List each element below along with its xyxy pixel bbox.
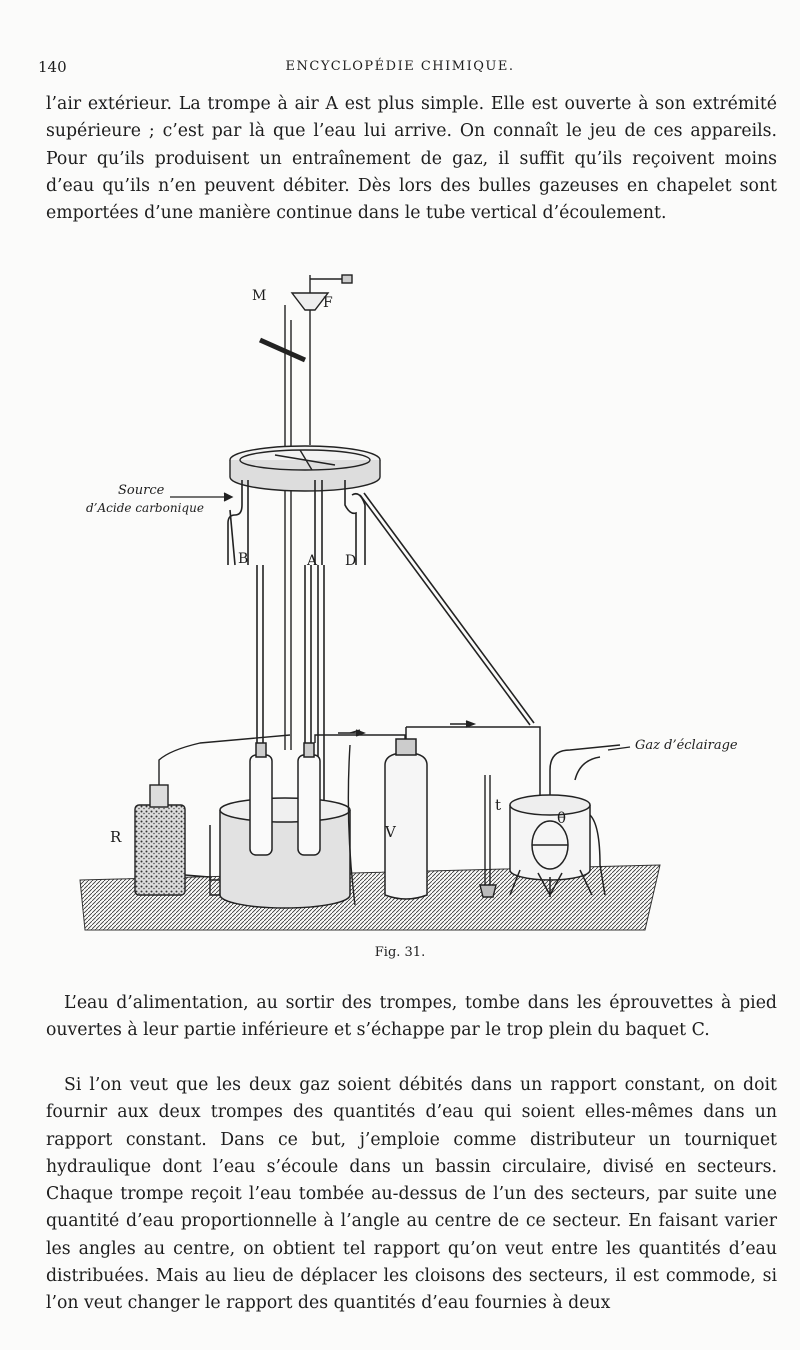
gas-arrow bbox=[608, 747, 630, 750]
distributor-basin bbox=[230, 446, 380, 491]
label-t: t bbox=[495, 796, 502, 814]
label-b: B bbox=[238, 551, 249, 567]
label-f: F bbox=[323, 295, 333, 311]
apparatus-illustration bbox=[60, 265, 760, 945]
label-r: R bbox=[110, 828, 122, 846]
label-theta: θ bbox=[557, 809, 567, 827]
paragraph-2: Si l’on veut que les deux gaz soient débités dans un rapport constant, on doit fournir aux deux trompes des quantités d’eau qui soient elles-mêmes dans un rapport constant. Dans ce but, j’emploie comme distributeur un tourniquet hydraulique dont l’eau s’écoule dans un bassin circulaire, divisé en secteurs. Chaque trompe reçoit l’eau tombée au-dessus de l’un des secteurs, par suite une quantité d’eau proportionnelle à l’angle au centre de ce secteur. En faisant varier les angles au centre, on obtient tel rapport qu’on veut entre les quantités d’eau distribuées. Mais au lieu de déplacer les cloisons des secteurs, il est commode, si l’on veut changer le rapport des quantités d’eau fournies à deux bbox=[46, 1075, 777, 1314]
stand-rod bbox=[260, 305, 305, 750]
label-source-line2: d’Acide carbonique bbox=[86, 501, 204, 515]
label-v: V bbox=[385, 823, 396, 841]
top-paragraph: l’air extérieur. La trompe à air A est plus simple. Elle est ouverte à son extrémité supérieure ; c’est par là que l’eau lui arrive. On connaît le jeu de ces appareils. Pour qu’ils produisent un entraînement de gaz, il suffit qu’ils reçoivent moins d’eau qu’ils n’en peuvent débiter. Dès lors des bulles gazeuses en chapelet sont emportées d’une manière continue dans le tube vertical d’écoulement. bbox=[46, 94, 777, 224]
label-d: D bbox=[345, 553, 357, 569]
label-source-line1: Source bbox=[118, 483, 165, 498]
running-title: ENCYCLOPÉDIE CHIMIQUE. bbox=[285, 59, 515, 74]
trough-c bbox=[210, 743, 350, 908]
label-m: M bbox=[252, 288, 267, 304]
label-a: A bbox=[307, 553, 318, 569]
page-header bbox=[0, 58, 800, 80]
source-arrow bbox=[170, 493, 232, 501]
page-number: 140 bbox=[38, 58, 67, 76]
figure-caption: Fig. 31. bbox=[374, 945, 426, 960]
apparatus-figure bbox=[60, 265, 760, 945]
label-gaz: Gaz d’éclairage bbox=[635, 738, 738, 753]
trompe-tubes bbox=[228, 480, 534, 810]
paragraph-1: L’eau d’alimentation, au sortir des trompes, tombe dans les éprouvettes à pied ouvertes à leur partie inférieure et s’échappe par le trop plein du baquet C. bbox=[46, 993, 777, 1041]
